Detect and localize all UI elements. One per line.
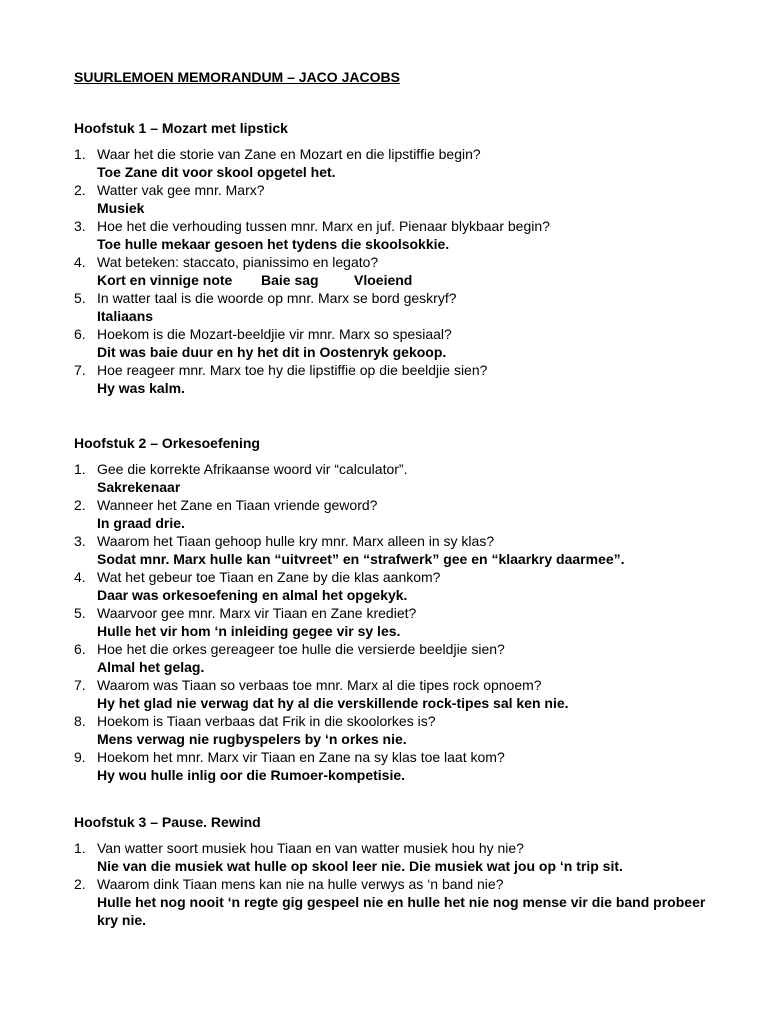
chapter-3-section [74, 813, 714, 929]
question-text: Van watter soort musiek hou Tiaan en van watter musiek hou hy nie? [97, 840, 524, 856]
list-item [74, 253, 714, 289]
question-text: Hoe het die orkes gereageer toe hulle die versierde beeldjie sien? [97, 641, 505, 657]
list-item [74, 217, 714, 253]
question-list [74, 460, 714, 784]
list-item [74, 145, 714, 181]
question-list [74, 839, 714, 929]
answer-text: Hy wou hulle inlig oor die Rumoer-kompetisie. [97, 767, 406, 783]
question-number: 9. [74, 749, 86, 765]
list-item [74, 361, 714, 397]
question-number: 2. [74, 876, 86, 892]
question-number: 7. [74, 362, 86, 378]
list-item [74, 532, 714, 568]
chapter-heading: Hoofstuk 2 – Orkesoefening [74, 435, 260, 451]
question-number: 2. [74, 182, 86, 198]
answer-text: Sakrekenaar [97, 479, 181, 495]
answer-text: Mens verwag nie rugbyspelers by ‘n orkes nie. [97, 731, 407, 747]
answer-legato: Vloeiend [354, 272, 413, 288]
answer-text: Sodat mnr. Marx hulle kan “uitvreet” en “strafwerk” gee en “klaarkry daarmee”. [97, 551, 625, 567]
list-item [74, 875, 714, 929]
question-number: 1. [74, 146, 86, 162]
list-item [74, 568, 714, 604]
list-item [74, 460, 714, 496]
answer-pianissimo: Baie sag [261, 272, 319, 288]
question-text: Waarvoor gee mnr. Marx vir Tiaan en Zane krediet? [97, 605, 417, 621]
answer-text: Hulle het vir hom ‘n inleiding gegee vir sy les. [97, 623, 401, 639]
answer-text [97, 271, 714, 289]
question-text: Wat het gebeur toe Tiaan en Zane by die klas aankom? [97, 569, 441, 585]
question-number: 8. [74, 713, 86, 729]
question-number: 4. [74, 569, 86, 585]
list-item [74, 839, 714, 875]
list-item [74, 181, 714, 217]
list-item [74, 325, 714, 361]
question-number: 7. [74, 677, 86, 693]
question-number: 1. [74, 461, 86, 477]
question-text: Gee die korrekte Afrikaanse woord vir “calculator”. [97, 461, 408, 477]
question-number: 5. [74, 290, 86, 306]
question-text: Waarom was Tiaan so verbaas toe mnr. Marx al die tipes rock opnoem? [97, 677, 542, 693]
answer-staccato: Kort en vinnige note [97, 272, 233, 288]
question-number: 4. [74, 254, 86, 270]
question-number: 6. [74, 326, 86, 342]
list-item [74, 748, 714, 784]
answer-text: Dit was baie duur en hy het dit in Oostenryk gekoop. [97, 344, 447, 360]
question-text: Wanneer het Zane en Tiaan vriende geword? [97, 497, 378, 513]
question-text: Hoekom het mnr. Marx vir Tiaan en Zane na sy klas toe laat kom? [97, 749, 505, 765]
answer-text: Toe hulle mekaar gesoen het tydens die skoolsokkie. [97, 236, 450, 252]
question-text: Wat beteken: staccato, pianissimo en legato? [97, 254, 379, 270]
answer-text: Toe Zane dit voor skool opgetel het. [97, 164, 336, 180]
question-number: 5. [74, 605, 86, 621]
question-text: Hoe reageer mnr. Marx toe hy die lipstiffie op die beeldjie sien? [97, 362, 488, 378]
list-item [74, 496, 714, 532]
answer-text: Daar was orkesoefening en almal het opgekyk. [97, 587, 408, 603]
list-item [74, 640, 714, 676]
question-text: Hoe het die verhouding tussen mnr. Marx en juf. Pienaar blykbaar begin? [97, 218, 550, 234]
answer-text: Italiaans [97, 308, 154, 324]
document-title: SUURLEMOEN MEMORANDUM – JACO JACOBS [74, 69, 400, 85]
question-text: Waarom dink Tiaan mens kan nie na hulle verwys as ‘n band nie? [97, 876, 504, 892]
question-text: Watter vak gee mnr. Marx? [97, 182, 265, 198]
question-number: 3. [74, 533, 86, 549]
question-list [74, 145, 714, 397]
answer-text: Hy was kalm. [97, 380, 185, 396]
answer-text: Hy het glad nie verwag dat hy al die verskillende rock-tipes sal ken nie. [97, 695, 569, 711]
question-text: Hoekom is die Mozart-beeldjie vir mnr. Marx so spesiaal? [97, 326, 452, 342]
question-text: Waar het die storie van Zane en Mozart en die lipstiffie begin? [97, 146, 481, 162]
question-text: Waarom het Tiaan gehoop hulle kry mnr. Marx alleen in sy klas? [97, 533, 495, 549]
answer-text: In graad drie. [97, 515, 185, 531]
list-item [74, 712, 714, 748]
answer-text: Nie van die musiek wat hulle op skool leer nie. Die musiek wat jou op ‘n trip sit. [97, 858, 623, 874]
question-number: 3. [74, 218, 86, 234]
chapter-1-section [74, 119, 714, 397]
answer-text: Hulle het nog nooit ‘n regte gig gespeel nie en hulle het nie nog mense vir die band probeer kry nie. [97, 894, 706, 928]
question-text: Hoekom is Tiaan verbaas dat Frik in die skoolorkes is? [97, 713, 436, 729]
list-item [74, 676, 714, 712]
chapter-heading: Hoofstuk 3 – Pause. Rewind [74, 814, 261, 830]
chapter-2-section [74, 434, 714, 784]
answer-text: Musiek [97, 200, 145, 216]
chapter-heading: Hoofstuk 1 – Mozart met lipstick [74, 120, 288, 136]
question-number: 6. [74, 641, 86, 657]
question-number: 2. [74, 497, 86, 513]
list-item [74, 604, 714, 640]
list-item [74, 289, 714, 325]
question-text: In watter taal is die woorde op mnr. Marx se bord geskryf? [97, 290, 457, 306]
question-number: 1. [74, 840, 86, 856]
answer-text: Almal het gelag. [97, 659, 205, 675]
memorandum-page [74, 68, 714, 929]
